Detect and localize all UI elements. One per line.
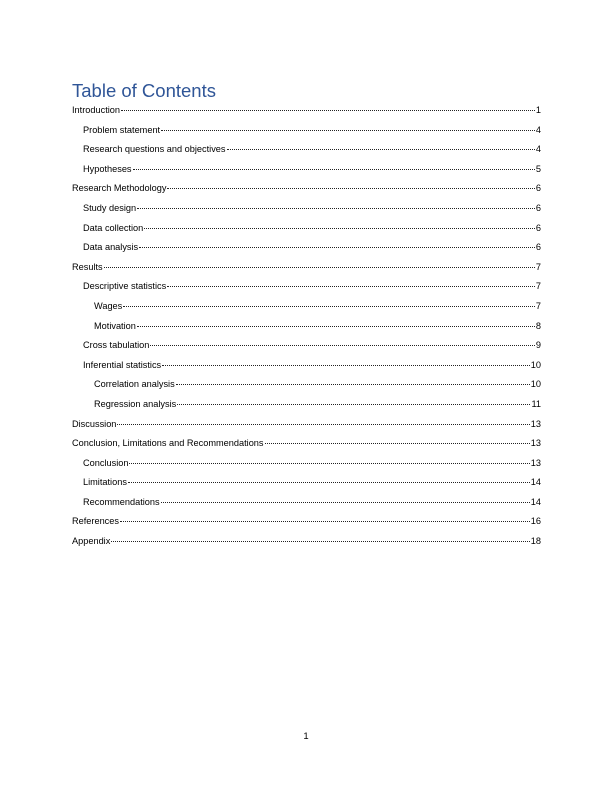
- dot-leader: [137, 208, 535, 209]
- toc-entry[interactable]: [72, 160, 541, 180]
- toc-entry-label: Recommendations: [83, 496, 160, 507]
- toc-entry[interactable]: [72, 121, 541, 141]
- dot-leader: [128, 482, 530, 483]
- toc-entry[interactable]: [72, 199, 541, 219]
- dot-leader: [144, 228, 535, 229]
- toc-entry-label: References: [72, 516, 119, 527]
- toc-entry[interactable]: [72, 297, 541, 317]
- toc-entry[interactable]: [72, 375, 541, 395]
- toc-entry[interactable]: [72, 532, 541, 552]
- dot-leader: [150, 345, 534, 346]
- toc-entry[interactable]: [72, 238, 541, 258]
- toc-heading: Table of Contents: [72, 80, 216, 101]
- dot-leader: [265, 443, 530, 444]
- dot-leader: [123, 306, 535, 307]
- toc-entry[interactable]: [72, 454, 541, 474]
- toc-list: [72, 101, 541, 552]
- toc-entry-label: Regression analysis: [94, 398, 177, 409]
- toc-entry-label: Study design: [83, 202, 137, 213]
- toc-entry-label: Introduction: [72, 105, 121, 115]
- toc-entry-page: 10: [530, 359, 541, 370]
- toc-entry-label: Results: [72, 261, 103, 272]
- dot-leader: [120, 521, 530, 522]
- toc-entry-page: 7: [535, 281, 541, 292]
- dot-leader: [162, 365, 530, 366]
- toc-entry-page: 9: [535, 340, 541, 351]
- toc-entry[interactable]: [72, 473, 541, 493]
- toc-entry-label: Conclusion: [83, 457, 129, 468]
- toc-entry-label: Appendix: [72, 536, 111, 547]
- toc-entry[interactable]: [72, 512, 541, 532]
- toc-entry[interactable]: [72, 395, 541, 415]
- toc-entry-page: 10: [530, 379, 541, 390]
- toc-entry-page: 14: [530, 496, 541, 507]
- dot-leader: [161, 502, 530, 503]
- dot-leader: [137, 326, 535, 327]
- toc-entry-page: 5: [535, 163, 541, 174]
- dot-leader: [129, 463, 529, 464]
- toc-entry-page: 13: [530, 418, 541, 429]
- toc-entry-page: 6: [535, 183, 541, 194]
- dot-leader: [167, 286, 535, 287]
- dot-leader: [161, 130, 535, 131]
- toc-entry[interactable]: [72, 258, 541, 278]
- toc-entry-page: 8: [535, 320, 541, 331]
- toc-entry-label: Hypotheses: [83, 163, 132, 174]
- toc-entry-label: Cross tabulation: [83, 340, 150, 351]
- toc-entry-label: Data analysis: [83, 242, 139, 253]
- dot-leader: [176, 384, 530, 385]
- toc-entry-page: 14: [530, 477, 541, 488]
- toc-entry-label: Research Methodology: [72, 183, 167, 194]
- dot-leader: [227, 149, 535, 150]
- toc-entry[interactable]: [72, 277, 541, 297]
- dot-leader: [104, 267, 535, 268]
- toc-entry-page: 4: [535, 124, 541, 135]
- toc-entry-label: Research questions and objectives: [83, 144, 226, 155]
- toc-entry-label: Wages: [94, 300, 123, 311]
- toc-entry[interactable]: [72, 317, 541, 337]
- toc-entry-page: 1: [535, 105, 541, 115]
- toc-entry-label: Discussion: [72, 418, 117, 429]
- toc-entry-label: Limitations: [83, 477, 127, 488]
- dot-leader: [177, 404, 530, 405]
- toc-entry-page: 7: [535, 300, 541, 311]
- dot-leader: [167, 188, 534, 189]
- toc-entry-page: 16: [530, 516, 541, 527]
- toc-entry[interactable]: [72, 493, 541, 513]
- toc-entry-page: 18: [530, 536, 541, 547]
- toc-entry-label: Data collection: [83, 222, 144, 233]
- toc-entry-page: 11: [531, 398, 541, 409]
- toc-entry-label: Inferential statistics: [83, 359, 162, 370]
- page-number: 1: [303, 731, 309, 742]
- toc-entry-label: Motivation: [94, 320, 136, 331]
- toc-entry[interactable]: [72, 434, 541, 454]
- dot-leader: [133, 169, 535, 170]
- toc-entry-label: Conclusion, Limitations and Recommendations: [72, 438, 264, 449]
- toc-entry-page: 7: [535, 261, 541, 272]
- toc-entry[interactable]: [72, 415, 541, 435]
- toc-entry-page: 13: [530, 438, 541, 449]
- dot-leader: [117, 424, 529, 425]
- toc-entry[interactable]: [72, 336, 541, 356]
- toc-entry-page: 6: [535, 242, 541, 253]
- toc-entry[interactable]: [72, 219, 541, 239]
- toc-entry-page: 6: [535, 222, 541, 233]
- toc-entry-page: 13: [530, 457, 541, 468]
- toc-entry[interactable]: [72, 140, 541, 160]
- toc-entry[interactable]: [72, 101, 541, 121]
- toc-entry-label: Problem statement: [83, 124, 161, 135]
- dot-leader: [139, 247, 535, 248]
- toc-entry-label: Correlation analysis: [94, 379, 175, 390]
- toc-entry-page: 6: [535, 202, 541, 213]
- dot-leader: [121, 110, 535, 111]
- toc-entry-page: 4: [535, 144, 541, 155]
- toc-entry[interactable]: [72, 356, 541, 376]
- dot-leader: [111, 541, 529, 542]
- toc-entry[interactable]: [72, 179, 541, 199]
- toc-entry-label: Descriptive statistics: [83, 281, 167, 292]
